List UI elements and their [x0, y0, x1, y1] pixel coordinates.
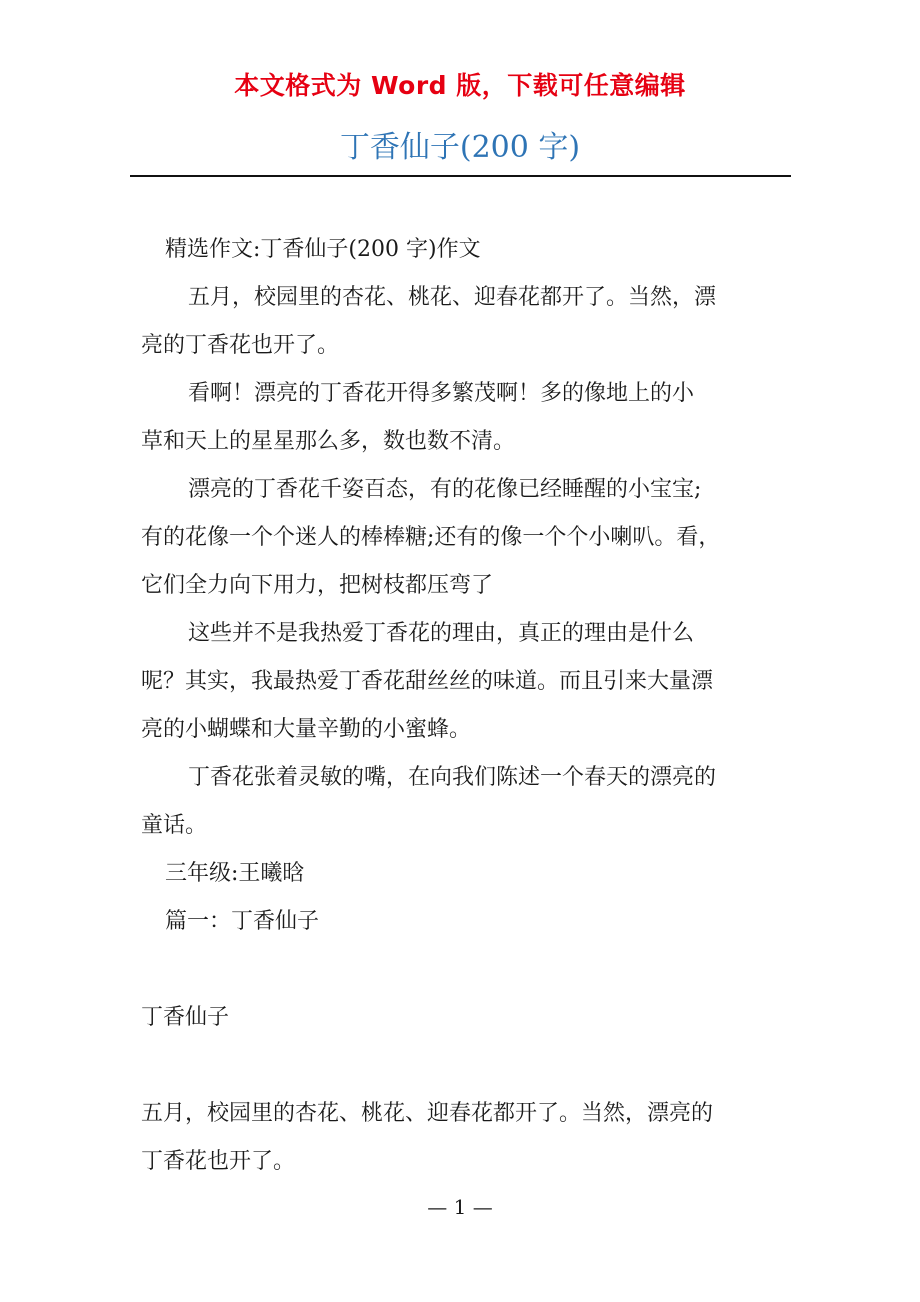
- intro-line: 精选作文:丁香仙子(200 字)作文: [165, 237, 481, 262]
- paragraph-2-line-2: 草和天上的星星那么多，数也数不清。: [141, 429, 516, 454]
- page-number: — 1 —: [427, 1195, 493, 1219]
- paragraph-3-line-2: 有的花像一个个迷人的棒棒糖;还有的像一个个小喇叭。看，: [141, 525, 721, 550]
- paragraph-5-line-1: 丁香花张着灵敏的嘴，在向我们陈述一个春天的漂亮的: [188, 765, 717, 790]
- section-heading: 篇一：丁香仙子: [165, 909, 320, 934]
- paragraph-5-line-2: 童话。: [141, 813, 208, 838]
- paragraph-4-line-1: 这些并不是我热爱丁香花的理由，真正的理由是什么: [188, 621, 695, 646]
- sub-title: 丁香仙子: [141, 1005, 230, 1030]
- paragraph-4-line-2: 呢？其实，我最热爱丁香花甜丝丝的味道。而且引来大量漂: [141, 669, 714, 694]
- author-line: 三年级:王曦晗: [165, 861, 305, 886]
- paragraph-2-line-1: 看啊！漂亮的丁香花开得多繁茂啊！多的像地上的小: [188, 381, 695, 406]
- paragraph-1-line-1: 五月，校园里的杏花、桃花、迎春花都开了。当然，漂: [188, 285, 717, 310]
- paragraph-4-line-3: 亮的小蝴蝶和大量辛勤的小蜜蜂。: [141, 717, 472, 742]
- paragraph-6-line-1: 五月，校园里的杏花、桃花、迎春花都开了。当然，漂亮的: [141, 1101, 714, 1126]
- paragraph-3-line-3: 它们全力向下用力，把树枝都压弯了: [141, 573, 494, 598]
- format-banner: 本文格式为 Word 版，下载可任意编辑: [234, 71, 686, 100]
- article-body: [141, 226, 786, 1186]
- paragraph-3-line-1: 漂亮的丁香花千姿百态，有的花像已经睡醒的小宝宝;: [188, 477, 702, 502]
- paragraph-6-line-2: 丁香花也开了。: [141, 1149, 296, 1174]
- blank-line: [141, 1042, 786, 1090]
- blank-line: [141, 946, 786, 994]
- document-title: 丁香仙子(200 字): [339, 130, 581, 165]
- header-divider: [130, 175, 791, 177]
- paragraph-1-line-2: 亮的丁香花也开了。: [141, 333, 340, 358]
